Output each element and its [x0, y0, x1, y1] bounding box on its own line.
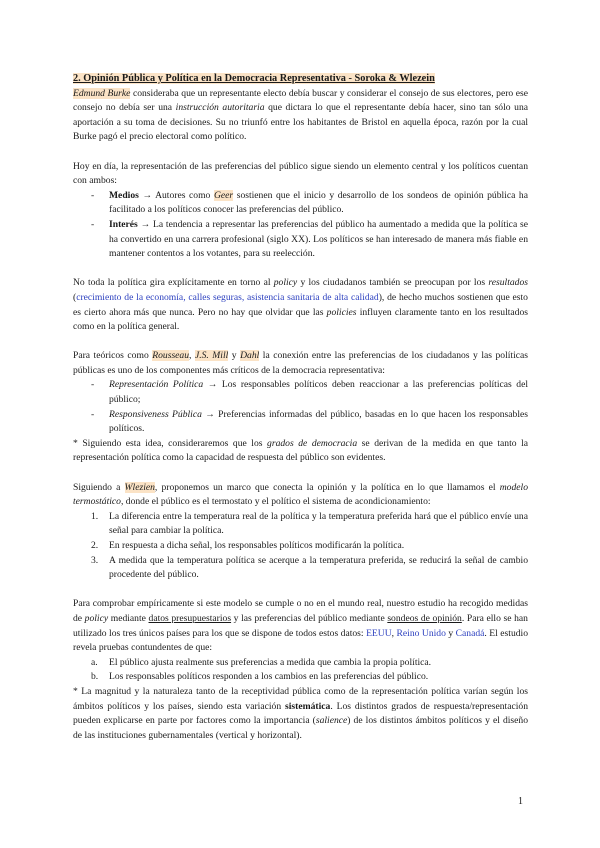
- findings-list: [73, 656, 528, 685]
- list-item: - Medios → Autores como Geer sostienen que el inicio y desarrollo de los sondeos de opinión pública ha facilitado a los políticos conocer las preferencias del público.: [91, 189, 528, 216]
- concepts-list: [73, 378, 528, 436]
- list-item: - Representación Política → Los responsables políticos deben reaccionar a las preferencias políticas del público;: [91, 379, 528, 406]
- list-item: b. Los responsables políticos responden a los cambios en las preferencias del público.: [91, 671, 429, 683]
- document-page: [73, 72, 528, 743]
- note-magnitude: * La magnitud y la naturaleza tanto de la receptividad pública como de la representación política varían según los ámbitos políticos y los países, siendo esta variación sistemática. Los distintos grados de respuesta/representación pueden explicarse en parte por factores como la importancia (salience) de los distintos ámbitos políticos y el diseño de las instituciones gubernamentales (vertical y horizontal).: [73, 685, 528, 741]
- paragraph-wlezien: Siguiendo a Wlezien, proponemos un marco que conecta la opinión y la política en lo que llamamos el modelo termostático, donde el público es el termostato y el político el sistema de acondicionamiento:: [73, 481, 528, 508]
- list-item: 2. En respuesta a dicha señal, los responsables políticos modificarán la política.: [91, 540, 405, 551]
- list-item: 3. A medida que la temperatura política se acerque a la temperatura preferida, se reducirá la señal de cambio procedente del público.: [91, 554, 528, 581]
- list-item: - Interés → La tendencia a representar las preferencias del público ha aumentado a medida que la política se ha convertido en una carrera profesional (siglo XX). Los políticos se han interesado de manera más fiable en mantener contentos a los votantes, para su reelección.: [91, 218, 528, 260]
- list-item: - Responsiveness Pública → Preferencias informadas del público, basadas en lo que hacen los responsables políticos.: [91, 408, 528, 435]
- means-list: [73, 189, 528, 262]
- section-title: 2. Opinión Pública y Política en la Democracia Representativa - Soroka & Wlezein: [73, 73, 435, 84]
- note-democracy: * Siguiendo esta idea, consideraremos que los grados de democracia se derivan de la medida en que tanto la representación política como la capacidad de respuesta del público son evidentes.: [73, 437, 529, 464]
- page-number: 1: [518, 796, 523, 807]
- list-item: 1. La diferencia entre la temperatura real de la política y la temperatura preferida hará que el público envíe una señal para cambiar la política.: [91, 510, 528, 537]
- paragraph-results: No toda la política gira explícitamente en torno al policy y los ciudadanos también se preocupan por los resultados (crecimiento de la economía, calles seguras, asistencia sanitaria de alta calidad), de hecho muchos sostienen que esto es cierto ahora más que nunca. Pero no hay que olvidar que las policies influyen claramente tanto en los resultados como en la política general.: [73, 277, 528, 333]
- paragraph-today: Hoy en día, la representación de las preferencias del público sigue siendo un elemento central y los políticos cuentan con ambos:: [73, 160, 528, 187]
- author-name: Edmund Burke: [73, 87, 131, 99]
- paragraph-burke: Edmund Burke consideraba que un representante electo debía buscar y considerar el consejo de sus electores, pero ese consejo no debía ser una instrucción autoritaria que dictara lo que el representante debía hacer, sino tan sólo una aportación a su toma de decisiones. Su no triunfó entre los habitantes de Bristol en aquella época, razón por la cual Burke pagó el precio electoral como político.: [73, 87, 528, 143]
- paragraph-theorists: Para teóricos como Rousseau, J.S. Mill y Dahl la conexión entre las preferencias de los ciudadanos y las políticas públicas es uno de los componentes más críticos de la democracia representativa:: [73, 350, 529, 376]
- paragraph-study: Para comprobar empíricamente si este modelo se cumple o no en el mundo real, nuestro estudio ha recogido medidas de policy mediante datos presupuestarios y las preferencias del público mediante sondeos de opinión. Para ello se han utilizado los tres únicos países para los que se dispone de todos estos datos: EEUU, Reino Unido y Canadá. El estudio revela pruebas contundentes de que:: [73, 598, 529, 654]
- list-item: a. El público ajusta realmente sus preferencias a medida que cambia la propia política.: [91, 656, 432, 668]
- thermostat-steps: [73, 510, 528, 583]
